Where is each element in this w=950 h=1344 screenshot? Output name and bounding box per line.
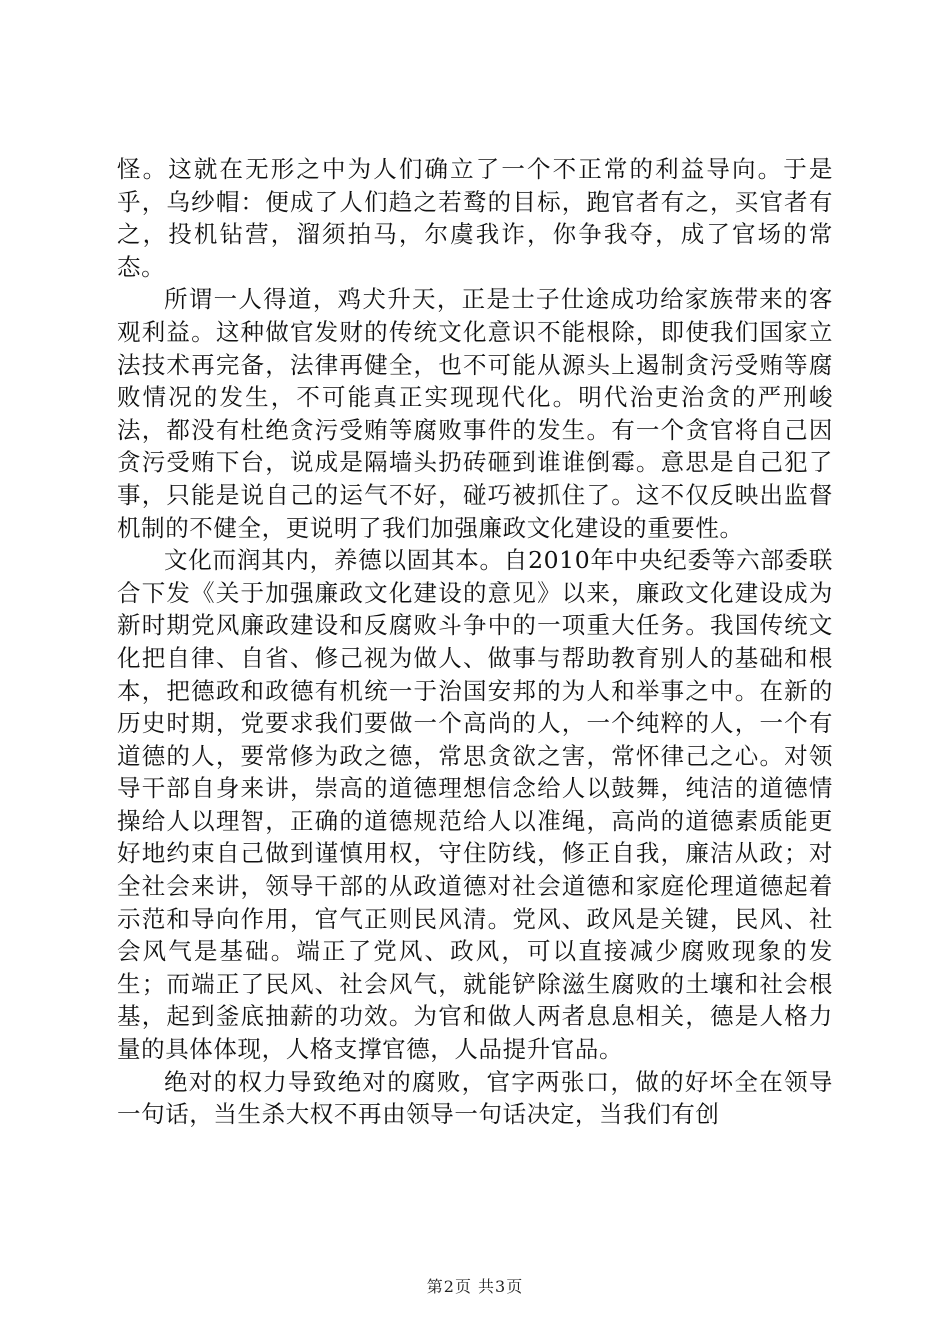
page-number-footer: 第2页 共3页 (426, 1277, 524, 1296)
paragraph-clean-government-culture: 文化而润其内，养德以固其本。自2010年中央纪委等六部委联合下发《关于加强廉政文化建设的意见》以来，廉政文化建设成为新时期党风廉政建设和反腐败斗争中的一项重大任务。我国传统文化把自律、自省、修己视为做人、做事与帮助教育别人的基础和根本，把德政和政德有机统一于治国安邦的为人和举事之中。在新的历史时期，党要求我们要做一个高尚的人，一个纯粹的人，一个有道德的人，要常修为政之德，常思贪欲之害，常怀律己之心。对领导干部自身来讲，崇高的道德理想信念给人以鼓舞，纯洁的道德情操给人以理智，正确的道德规范给人以准绳，高尚的道德素质能更好地约束自己做到谨慎用权，守住防线，修正自我，廉洁从政；对全社会来讲，领导干部的从政道德对社会道德和家庭伦理道德起着示范和导向作用，官气正则民风清。党风、政风是关键，民风、社会风气是基础。端正了党风、政风，可以直接减少腐败现象的发生；而端正了民风、社会风气，就能铲除滋生腐败的土壤和社会根基，起到釜底抽薪的功效。为官和做人两者息息相关，德是人格力量的具体体现，人格支撑官德，人品提升官品。 (117, 546, 833, 1064)
paragraph-continuation: 怪。这就在无形之中为人们确立了一个不正常的利益导向。于是乎，乌纱帽：便成了人们趋之若鹜的目标，跑官者有之，买官者有之，投机钻营，溜须拍马，尔虞我诈，你争我夺，成了官场的常态。 (117, 155, 833, 281)
paragraph-official-benefits: 所谓一人得道，鸡犬升天，正是士子仕途成功给家族带来的客观利益。这种做官发财的传统文化意识不能根除，即使我们国家立法技术再完备，法律再健全，也不可能从源头上遏制贪污受贿等腐败情况的发生，不可能真正实现现代化。明代治吏治贪的严刑峻法，都没有杜绝贪污受贿等腐败事件的发生。有一个贪官将自己因贪污受贿下台，说成是隔墙头扔砖砸到谁谁倒霉。意思是自己犯了事，只能是说自己的运气不好，碰巧被抓住了。这不仅反映出监督机制的不健全，更说明了我们加强廉政文化建设的重要性。 (117, 285, 833, 542)
document-body (117, 153, 833, 1131)
paragraph-absolute-power: 绝对的权力导致绝对的腐败，官字两张口，做的好坏全在领导一句话，当生杀大权不再由领导一句话决定，当我们有创 (117, 1067, 833, 1129)
